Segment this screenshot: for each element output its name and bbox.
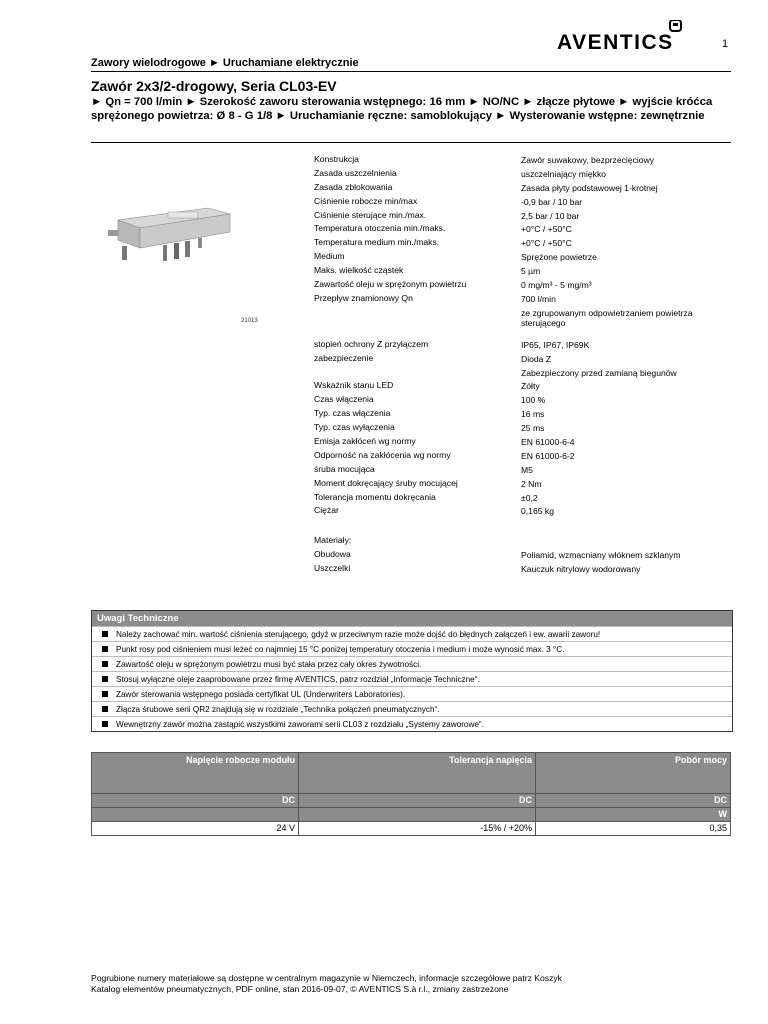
spec-row xyxy=(314,478,734,492)
spec-row xyxy=(314,223,734,237)
spec-label: śruba mocująca xyxy=(314,463,375,474)
data-table xyxy=(91,752,731,836)
spec-row xyxy=(314,353,734,367)
valve-product-image xyxy=(108,190,238,270)
table-cell: 0,35 xyxy=(536,822,731,836)
spec-value xyxy=(521,535,721,536)
page-title: Zawór 2x3/2-drogowy, Seria CL03-EV xyxy=(91,78,337,94)
note-item xyxy=(92,716,732,731)
spec-label: Tolerancja momentu dokręcania xyxy=(314,491,436,502)
spec-row xyxy=(314,492,734,506)
spec-row xyxy=(314,279,734,293)
spec-label: Zasada uszczelnienia xyxy=(314,167,397,178)
spec-label: Przepływ znamionowy Qn xyxy=(314,292,413,303)
spec-label: Typ. czas wyłączenia xyxy=(314,422,395,433)
table-cell: 24 V xyxy=(92,822,299,836)
svg-text:AVENTICS: AVENTICS xyxy=(557,31,674,54)
unit-cell: W xyxy=(536,808,731,822)
note-text: Wewnętrzny zawór można zastąpić wszystkimi zaworami serii CL03 z rozdziału „Systemy zaworowe“. xyxy=(116,719,484,729)
spec-label: Obudowa xyxy=(314,549,351,560)
spec-label: Temperatura medium min./maks. xyxy=(314,237,440,248)
spec-row xyxy=(314,394,734,408)
bullet-square-icon xyxy=(102,691,108,697)
spec-row xyxy=(314,251,734,265)
spec-row xyxy=(314,380,734,394)
spec-row xyxy=(314,549,734,563)
note-text: Złącza śrubowe serii QR2 znajdują się w rozdziale „Technika połączeń pneumatycznych“. xyxy=(116,704,440,714)
bullet-square-icon xyxy=(102,721,108,727)
bullet-square-icon xyxy=(102,631,108,637)
spec-row xyxy=(314,168,734,182)
header-divider xyxy=(91,71,731,72)
spec-value: Poliamid, wzmacniany włóknem szklanym xyxy=(521,550,681,561)
spec-value: Zawór suwakowy, bezprzecięciowy xyxy=(521,155,655,165)
spec-row xyxy=(314,450,734,464)
spec-row xyxy=(314,339,734,353)
spec-value: ze zgrupowanym odpowietrzaniem powietrza sterującego xyxy=(521,307,693,328)
spec-label: Ciśnienie robocze min/max xyxy=(314,195,418,206)
spec-label: Zawartość oleju w sprężonym powietrzu xyxy=(314,279,467,290)
spec-value: Sprężone powietrze xyxy=(521,252,597,263)
spec-row xyxy=(314,210,734,224)
spec-label: Uszczelki xyxy=(314,563,351,574)
spec-value: 25 ms xyxy=(521,423,545,434)
spec-value: +0°C / +50°C xyxy=(521,224,572,235)
spec-label: Ciśnienie sterujące min./max. xyxy=(314,209,427,220)
bullet-square-icon xyxy=(102,661,108,667)
spec-value: 100 % xyxy=(521,395,546,406)
spec-row xyxy=(314,505,734,519)
spec-value: 0 mg/m³ - 5 mg/m³ xyxy=(521,280,592,291)
footer xyxy=(91,973,562,995)
spec-value: uszczelniający miękko xyxy=(521,168,607,179)
spec-label: Emisja zakłóceń wg normy xyxy=(314,436,416,447)
spec-value: +0°C / +50°C xyxy=(521,238,572,249)
footer-line: Katalog elementów pneumatycznych, PDF online, stan 2016-09-07, © AVENTICS S.à r.l., zmiany zastrzeżone xyxy=(91,984,509,994)
spec-label: Odporność na zakłócenia wg normy xyxy=(314,449,451,460)
figure-code: 21013 xyxy=(241,318,258,324)
spec-value: 700 l/min xyxy=(521,293,556,304)
column-header: Tolerancja napięcia xyxy=(299,753,536,794)
footer-line: Pogrubione numery materiałowe są dostępne w centralnym magazynie w Niemczech, informacje szczegółowe patrz Koszyk xyxy=(91,973,562,983)
spec-value: 16 ms xyxy=(521,409,545,420)
specs-list xyxy=(314,154,734,577)
column-header: Pobór mocy xyxy=(536,753,731,794)
spec-label: Medium xyxy=(314,251,345,262)
spec-row xyxy=(314,563,734,577)
product-subtitle: ► Qn = 700 l/min ► Szerokość zaworu sterowania wstępnego: 16 mm ► NO/NC ► złącze płytowe ► wyjście króćca sprężonego powietrza: Ø 8 - G 1/8 ► Uruchamianie ręczne: samoblokujący ► Wysterowanie wstępne: zewnętrznie xyxy=(91,96,713,122)
title-divider xyxy=(91,142,731,143)
note-text: Punkt rosy pod ciśnieniem musi leżeć co najmniej 15 °C poniżej temperatury otoczenia i medium i może wynosić max. 3 °C. xyxy=(116,644,565,654)
bullet-square-icon xyxy=(102,706,108,712)
spec-row xyxy=(314,307,734,337)
spec-label: Temperatura otoczenia min./maks. xyxy=(314,223,446,234)
aventics-logo xyxy=(557,20,687,54)
spec-value: IP65, IP67, IP69K xyxy=(521,339,590,350)
spec-row xyxy=(314,265,734,279)
spec-value: 2,5 bar / 10 bar xyxy=(521,210,580,221)
note-text: Zawartość oleju w sprężonym powietrzu musi być stała przez cały okres żywotności. xyxy=(116,659,422,669)
spec-label: Maks. wielkość cząstek xyxy=(314,265,404,276)
spec-row xyxy=(314,408,734,422)
spec-label: Ciężar xyxy=(314,505,339,516)
note-text: Stosuj wyłączne oleje zaaprobowane przez firmę AVENTICS, patrz rozdział „Informacje Techniczne“. xyxy=(116,674,480,684)
spec-label: Typ. czas włączenia xyxy=(314,408,391,419)
bullet-square-icon xyxy=(102,646,108,652)
spec-value: EN 61000-6-4 xyxy=(521,437,575,448)
spec-value: 2 Nm xyxy=(521,478,542,489)
technical-notes xyxy=(91,610,733,732)
spec-row xyxy=(314,436,734,450)
spec-label: zabezpieczenie xyxy=(314,352,374,363)
spec-value: ±0,2 xyxy=(521,492,538,503)
unit-cell: DC xyxy=(299,794,536,808)
spec-row xyxy=(314,237,734,251)
note-item xyxy=(92,701,732,716)
note-item xyxy=(92,626,732,641)
breadcrumb: Zawory wielodrogowe ► Uruchamiane elektrycznie xyxy=(91,57,359,69)
spec-label: Materiały: xyxy=(314,535,352,546)
spec-row xyxy=(314,422,734,436)
note-item xyxy=(92,656,732,671)
unit-cell xyxy=(92,808,299,822)
spec-row xyxy=(314,293,734,307)
spec-value: 0,165 kg xyxy=(521,506,554,517)
spec-label: Zasada zblokowania xyxy=(314,181,393,192)
spec-value: 5 µm xyxy=(521,266,541,277)
column-header: Napięcie robocze modułu xyxy=(92,753,299,794)
spec-label: Czas włączenia xyxy=(314,394,374,405)
spec-value: M5 xyxy=(521,464,533,475)
spec-label: stopień ochrony Z przyłączem xyxy=(314,338,429,349)
page-number: 1 xyxy=(722,38,729,50)
spec-label: Wskaźnik stanu LED xyxy=(314,380,394,391)
notes-heading: Uwagi Techniczne xyxy=(92,611,732,626)
spec-value: Dioda Z xyxy=(521,353,552,364)
spec-value: EN 61000-6-2 xyxy=(521,450,575,461)
spec-value: -0,9 bar / 10 bar xyxy=(521,196,583,207)
bullet-square-icon xyxy=(102,676,108,682)
table-cell: -15% / +20% xyxy=(299,822,536,836)
unit-cell xyxy=(299,808,536,822)
spec-value: Zasada płyty podstawowej 1-krotnej xyxy=(521,182,658,193)
spec-row xyxy=(314,367,734,381)
spec-label: Konstrukcja xyxy=(314,154,359,164)
note-item xyxy=(92,671,732,686)
spec-row xyxy=(314,464,734,478)
spec-row xyxy=(314,535,734,549)
spec-value: Żółty xyxy=(521,381,540,392)
note-item xyxy=(92,641,732,656)
spec-label: Moment dokręcający śruby mocującej xyxy=(314,477,458,488)
logo-mark-icon xyxy=(670,20,681,31)
spec-row xyxy=(314,154,734,168)
note-text: Należy zachować min. wartość ciśnienia sterującego, gdyż w przeciwnym razie może dojść do błędnych załączeń i ew. awarii zaworu! xyxy=(116,629,601,639)
spec-row xyxy=(314,182,734,196)
spec-value: Kauczuk nitrylowy wodorowany xyxy=(521,564,641,575)
note-item xyxy=(92,686,732,701)
note-text: Zawór sterowania wstępnego posiada certyfikat UL (Underwriters Laboratories). xyxy=(116,689,406,699)
spec-row xyxy=(314,196,734,210)
unit-cell: DC xyxy=(92,794,299,808)
unit-cell: DC xyxy=(536,794,731,808)
spec-value: Zabezpieczony przed zamianą biegunów xyxy=(521,367,677,378)
